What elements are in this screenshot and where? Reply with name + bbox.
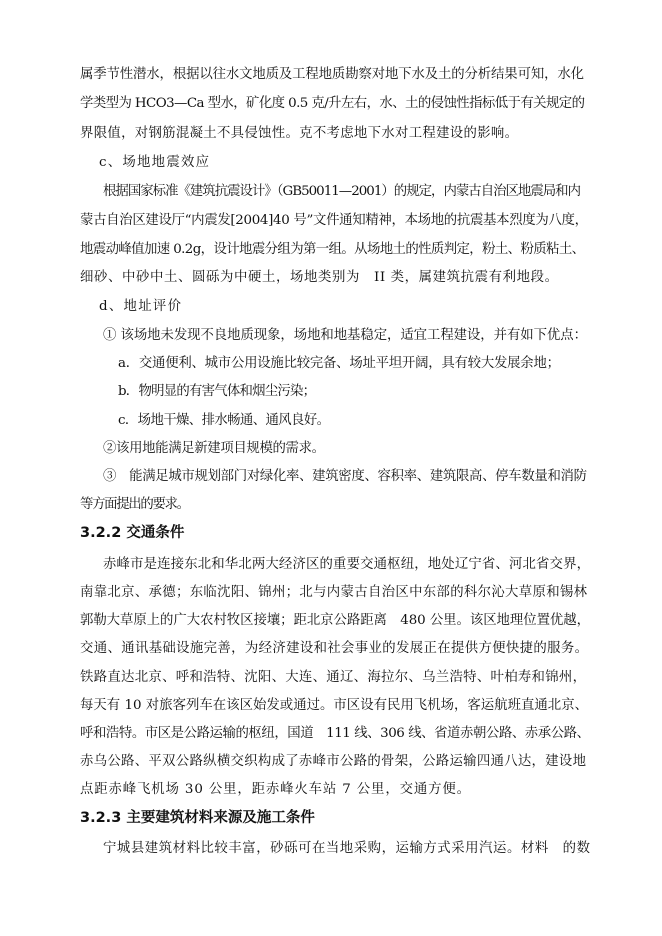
section-label: d、地址评价	[99, 299, 183, 314]
paragraph-line: 宁城县建筑材料比较丰富，砂砾可在当地采购，运输方式采用汽运。材料 的数	[103, 841, 591, 856]
list-item: c．场地干燥、排水畅通、通风良好。	[118, 413, 330, 428]
paragraph-line: 呼和浩特。市区是公路运输的枢纽，国道 111 线、306 线、省道赤朝公路、赤承公路、	[80, 726, 590, 741]
paragraph-line: 等方面提出的要求。	[80, 497, 189, 512]
list-item: ① 该场地未发现不良地质现象，场地和地基稳定，适宜工程建设，并有如下优点：	[103, 328, 587, 343]
paragraph-line: 学类型为 HCO3—Ca 型水，矿化度 0.5 克/升左右，水、土的侵蚀性指标低于有关规定的	[80, 96, 585, 111]
paragraph-line: 细砂、中砂中土、圆砾为中硬土，场地类别为 II 类，属建筑抗震有利地段。	[80, 270, 559, 285]
section-label: c、场地地震效应	[99, 155, 211, 170]
paragraph-line: 点距赤峰飞机场 30 公里，距赤峰火车站 7 公里，交通方便。	[80, 782, 471, 797]
paragraph-line: 赤峰市是连接东北和华北两大经济区的重要交通枢纽，地处辽宁省、河北省交界，	[103, 557, 591, 572]
paragraph-line: 蒙古自治区建设厅“内震发[2004]40 号”文件通知精神，本场地的抗震基本烈度为八度，	[80, 213, 588, 228]
paragraph-line: 交通、通讯基础设施完善，为经济建设和社会事业的发展正在提供方便快捷的服务。	[80, 641, 589, 656]
paragraph-line: 根据国家标准《建筑抗震设计》（GB50011—2001）的规定，内蒙古自治区地震局和内	[103, 184, 580, 199]
paragraph-line: 界限值，对钢筋混凝土不具侵蚀性。克不考虑地下水对工程建设的影响。	[80, 126, 519, 141]
paragraph-line: 地震动峰值加速 0.2g，设计地震分组为第一组。从场地土的性质判定，粉土、粉质粘土、	[80, 242, 585, 257]
list-item: a．交通便利、城市公用设施比较完备、场址平坦开阔，具有较大发展余地；	[118, 356, 560, 371]
list-item: ③ 能满足城市规划部门对绿化率、建筑密度、容积率、建筑限高、停车数量和消防	[103, 469, 587, 484]
section-heading: 3.2.2 交通条件	[80, 525, 185, 541]
paragraph-line: 属季节性潜水，根据以往水文地质及工程地质勘察对地下水及土的分析结果可知，水化	[80, 67, 584, 82]
section-heading: 3.2.3 主要建筑材料来源及施工条件	[80, 810, 315, 826]
paragraph-line: 铁路直达北京、呼和浩特、沈阳、大连、通辽、海拉尔、乌兰浩特、叶柏寿和锦州，	[80, 670, 587, 685]
paragraph-line: 南靠北京、承德；东临沈阳、锦州；北与内蒙古自治区中东部的科尔沁大草原和锡林	[80, 585, 588, 600]
paragraph-line: 每天有 10 对旅客列车在该区始发或通过。市区设有民用飞机场，客运航班直通北京、	[80, 698, 589, 713]
paragraph-line: 赤乌公路、平双公路纵横交织构成了赤峰市公路的骨架，公路运输四通八达，建设地	[80, 754, 587, 769]
list-item: b．物明显的有害气体和烟尘污染；	[118, 384, 316, 399]
list-item: ②该用地能满足新建项目规模的需求。	[103, 441, 325, 456]
paragraph-line: 郭勒大草原上的广大农村牧区接壤；距北京公路距离 480 公里。该区地理位置优越，	[80, 613, 590, 628]
